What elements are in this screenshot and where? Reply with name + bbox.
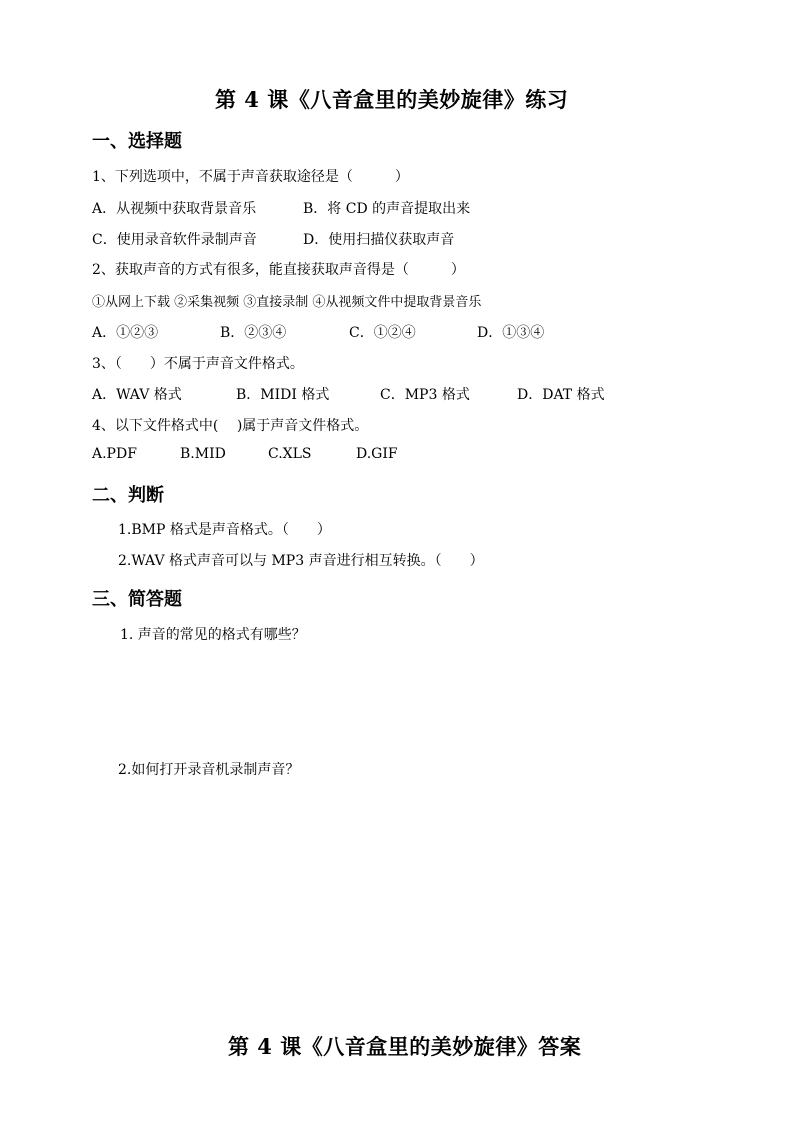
q2-option-c: C．①②④ — [349, 325, 416, 341]
q3-option-b: B．MIDI 格式 — [236, 387, 330, 403]
q2-note: ①从网上下载 ②采集视频 ③直接录制 ④从视频文件中提取背景音乐 — [92, 295, 482, 310]
section-heading-choice: 一、选择题 — [92, 131, 182, 152]
judge-item-1: 1.BMP 格式是声音格式。（ ） — [118, 522, 331, 538]
section-heading-judge: 二、判断 — [92, 485, 164, 506]
question-4: 4、以下文件格式中( )属于声音文件格式。 — [92, 418, 369, 434]
question-2: 2、获取声音的方式有很多，能直接获取声音得是（ ） — [92, 262, 465, 278]
q3-option-c: C．MP3 格式 — [380, 387, 470, 403]
q1-option-a: A．从视频中获取背景音乐 — [92, 201, 257, 217]
q3-option-d: D．DAT 格式 — [517, 387, 605, 403]
q1-option-b: B．将 CD 的声音提取出来 — [303, 201, 471, 217]
q1-option-d: D．使用扫描仪获取声音 — [303, 232, 455, 248]
short-answer-item-1: 1. 声音的常见的格式有哪些？ — [120, 627, 306, 643]
section-heading-short: 三、简答题 — [92, 589, 182, 610]
q4-option-c: C.XLS — [268, 446, 312, 462]
answer-title: 第 4 课《八音盒里的美妙旋律》答案 — [228, 1034, 582, 1059]
page-title: 第 4 课《八音盒里的美妙旋律》练习 — [215, 87, 569, 112]
q2-option-a: A．①②③ — [92, 325, 159, 341]
question-3: 3、（ ）不属于声音文件格式。 — [92, 356, 304, 372]
q4-option-d: D.GIF — [356, 446, 398, 462]
short-answer-item-2: 2.如何打开录音机录制声音？ — [118, 762, 300, 778]
q3-option-a: A．WAV 格式 — [92, 387, 182, 403]
q4-option-b: B.MID — [180, 446, 226, 462]
q2-option-d: D．①③④ — [477, 325, 545, 341]
q2-option-b: B．②③④ — [220, 325, 287, 341]
question-1: 1、下列选项中，不属于声音获取途径是（ ） — [92, 169, 409, 185]
q1-option-c: C．使用录音软件录制声音 — [92, 232, 257, 248]
q4-option-a: A.PDF — [92, 446, 137, 462]
judge-item-2: 2.WAV 格式声音可以与 MP3 声音进行相互转换。（ ） — [118, 553, 484, 569]
